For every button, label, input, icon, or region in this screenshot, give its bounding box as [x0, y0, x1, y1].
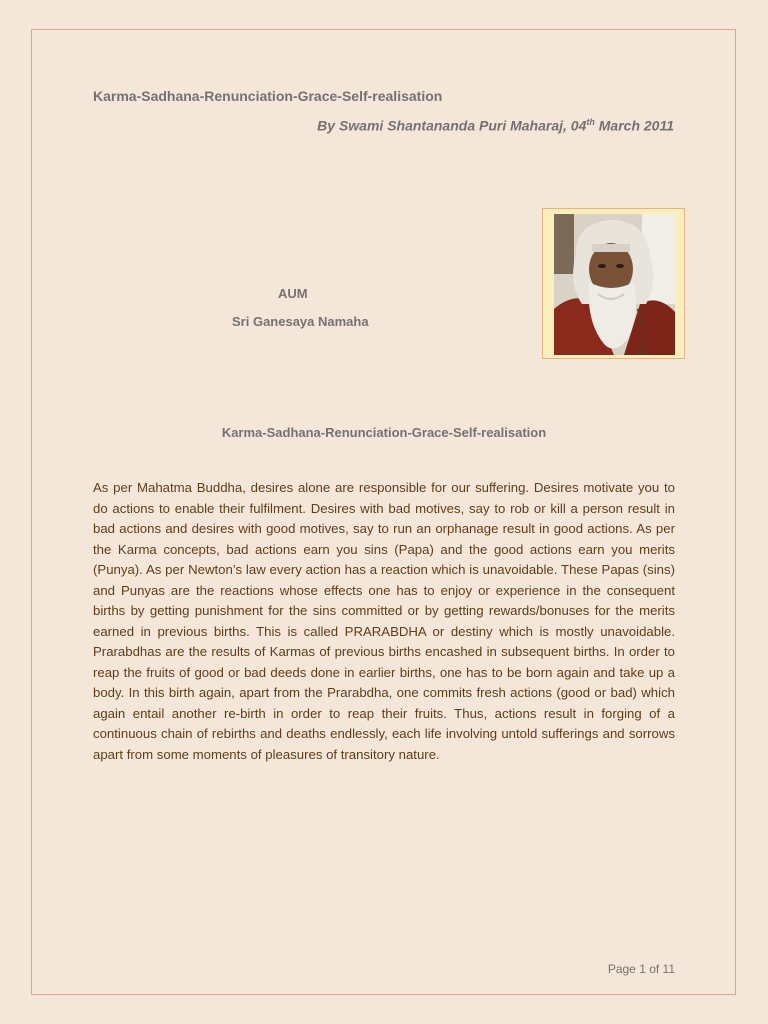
- byline-ordinal: th: [586, 117, 595, 127]
- body-paragraph: As per Mahatma Buddha, desires alone are responsible for our suffering. Desires motivate you to do actions to enable their fulfilment. Desires with bad motives, say to rob or kill a person result in bad actions and desires with good motives, say to run an orphanage result in good actions. As per the Karma concepts, bad actions earn you sins (Papa) and the good actions earn you merits (Punya). As per Newton’s law every action has a reaction which is unavoidable. These Papas (sins) and Punyas are the reactions whose effects one has to enjoy or experience in the consequent births by getting punishment for the sins committed or by getting rewards/bonuses for the merits earned in previous births. This is called PRARABDHA or destiny which is mostly unavoidable. Prarabdhas are the results of Karmas of previous births encashed in subsequent births. In order to reap the fruits of good or bad deeds done in earlier births, one has to be born again and take up a body. In this birth again, apart from the Prarabdha, one commits fresh actions (good or bad) which again entail another re-birth in order to reap their fruits. Thus, actions result in forging of a continuous chain of rebirths and deaths endlessly, each life involving untold sufferings and sorrows apart from some moments of pleasures of transitory nature.: [93, 480, 675, 762]
- ganesaya-heading: Sri Ganesaya Namaha: [232, 314, 369, 329]
- document-title: Karma-Sadhana-Renunciation-Grace-Self-realisation: [93, 88, 443, 104]
- swami-portrait-photo: [554, 214, 675, 355]
- author-byline: [317, 117, 674, 134]
- section-title: Karma-Sadhana-Renunciation-Grace-Self-realisation: [221, 425, 547, 440]
- aum-heading: AUM: [278, 286, 308, 301]
- byline-suffix: March 2011: [594, 117, 674, 134]
- portrait-photo-frame: [542, 208, 685, 359]
- page-number: Page 1 of 11: [607, 962, 675, 976]
- byline-prefix: By Swami Shantananda Puri Maharaj, 04: [317, 117, 587, 134]
